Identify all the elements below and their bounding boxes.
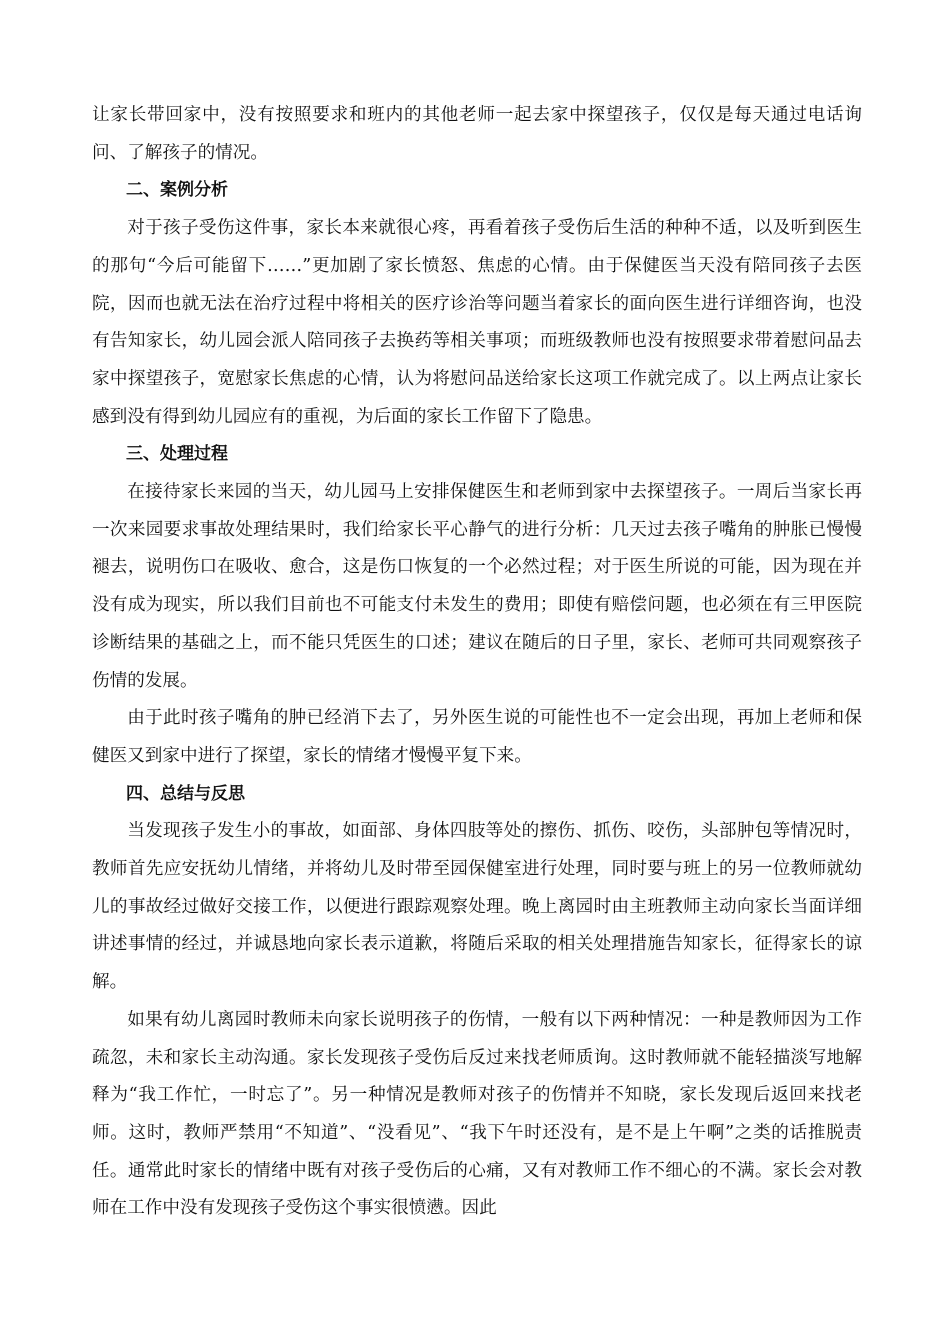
- section-heading-process: 三、处理过程: [126, 444, 228, 465]
- process-paragraph-1: 在接待家长来园的当天，幼儿园马上安排保健医生和老师到家中去探望孩子。一周后当家长再一次来园要求事故处理结果时，我们给家长平心静气的进行分析：几天过去孩子嘴角的肿胀已慢慢褪去，说明伤口在吸收、愈合，这是伤口恢复的一个必然过程；对于医生所说的可能，因为现在并没有成为现实，所以我们目前也不可能支付未发生的费用；即使有赔偿问题，也必须在有三甲医院诊断结果的基础之上，而不能只凭医生的口述；建议在随后的日子里，家长、老师可共同观察孩子伤情的发展。: [92, 482, 862, 691]
- analysis-paragraph: 对于孩子受伤这件事，家长本来就很心疼，再看着孩子受伤后生活的种种不适，以及听到医生的那句“今后可能留下……”更加剧了家长愤怒、焦虑的心情。由于保健医当天没有陪同孩子去医院，因而也就无法在治疗过程中将相关的医疗诊治等问题当着家长的面向医生进行详细咨询，也没有告知家长，幼儿园会派人陪同孩子去换药等相关事项；而班级教师也没有按照要求带着慰问品去家中探望孩子，宽慰家长焦虑的心情，认为将慰问品送给家长这项工作就完成了。以上两点让家长感到没有得到幼儿园应有的重视，为后面的家长工作留下了隐患。: [92, 218, 862, 427]
- section-heading-summary: 四、总结与反思: [126, 783, 245, 804]
- document-body: [92, 97, 862, 1228]
- summary-paragraph-1: 当发现孩子发生小的事故，如面部、身体四肢等处的擦伤、抓伤、咬伤，头部肿包等情况时，教师首先应安抚幼儿情绪，并将幼儿及时带至园保健室进行处理，同时要与班上的另一位教师就幼儿的事故经过做好交接工作，以便进行跟踪观察处理。晚上离园时由主班教师主动向家长当面详细讲述事情的经过，并诚恳地向家长表示道歉，将随后采取的相关处理措施告知家长，征得家长的谅解。: [92, 821, 862, 993]
- process-paragraph-2: 由于此时孩子嘴角的肿已经消下去了，另外医生说的可能性也不一定会出现，再加上老师和保健医又到家中进行了探望，家长的情绪才慢慢平复下来。: [92, 708, 862, 766]
- section-heading-analysis: 二、案例分析: [126, 180, 228, 201]
- opening-paragraph: 让家长带回家中，没有按照要求和班内的其他老师一起去家中探望孩子，仅仅是每天通过电话询问、了解孩子的情况。: [92, 105, 862, 163]
- summary-paragraph-2: 如果有幼儿离园时教师未向家长说明孩子的伤情，一般有以下两种情况：一种是教师因为工作疏忽，未和家长主动沟通。家长发现孩子受伤后反过来找老师质询。这时教师就不能轻描淡写地解释为“我工作忙，一时忘了”。另一种情况是教师对孩子的伤情并不知晓，家长发现后返回来找老师。这时，教师严禁用“不知道”、“没看见”、“我下午时还没有，是不是上午啊”之类的话推脱责任。通常此时家长的情绪中既有对孩子受伤后的心痛，又有对教师工作不细心的不满。家长会对教师在工作中没有发现孩子受伤这个事实很愤懑。因此: [92, 1009, 862, 1219]
